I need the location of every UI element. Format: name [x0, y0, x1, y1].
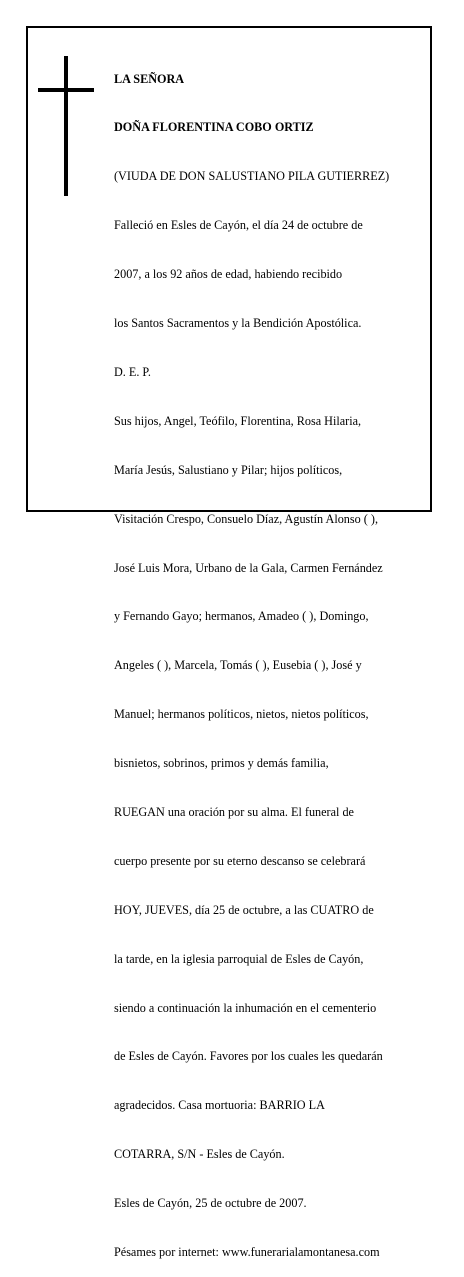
title-la-senora: LA SEÑORA [114, 71, 185, 86]
text-line: Angeles ( ), Marcela, Tomás ( ), Eusebia ( ), José y [114, 658, 362, 673]
text-line: María Jesús, Salustiano y Pilar; hijos políticos, [114, 462, 343, 477]
cross-icon-arm [38, 88, 94, 92]
text-line: agradecidos. Casa mortuoria: BARRIO LA [114, 1098, 325, 1113]
text-line: de Esles de Cayón. Favores por los cuales les quedarán [114, 1049, 383, 1064]
deceased-name: DOÑA FLORENTINA COBO ORTIZ [114, 120, 314, 135]
text-line: siendo a continuación la inhumación en el cementerio [114, 1000, 377, 1015]
condolences-link-line: Pésames por internet: www.funerarialamontanesa.com [114, 1244, 380, 1259]
text-line: Sus hijos, Angel, Teófilo, Florentina, Rosa Hilaria, [114, 413, 362, 428]
widow-of-line: (VIUDA DE DON SALUSTIANO PILA GUTIERREZ) [114, 169, 390, 184]
obituary-text [114, 38, 432, 1277]
text-line: COTARRA, S/N - Esles de Cayón. [114, 1147, 285, 1162]
text-line: y Fernando Gayo; hermanos, Amadeo ( ), Domingo, [114, 609, 369, 624]
text-line: bisnietos, sobrinos, primos y demás familia, [114, 756, 329, 771]
rip-line: D. E. P. [114, 364, 151, 379]
text-line: Manuel; hermanos políticos, nietos, nietos políticos, [114, 707, 369, 722]
date-line: Esles de Cayón, 25 de octubre de 2007. [114, 1196, 307, 1211]
text-line: HOY, JUEVES, día 25 de octubre, a las CUATRO de [114, 902, 374, 917]
text-line: la tarde, en la iglesia parroquial de Esles de Cayón, [114, 951, 364, 966]
text-line: José Luis Mora, Urbano de la Gala, Carmen Fernández [114, 560, 383, 575]
cross-icon [64, 56, 68, 196]
text-line: Falleció en Esles de Cayón, el día 24 de octubre de [114, 218, 363, 233]
text-line: Visitación Crespo, Consuelo Díaz, Agustín Alonso ( ), [114, 511, 378, 526]
text-line: los Santos Sacramentos y la Bendición Apostólica. [114, 316, 362, 331]
text-line: cuerpo presente por su eterno descanso se celebrará [114, 853, 366, 868]
text-line: 2007, a los 92 años de edad, habiendo recibido [114, 267, 343, 282]
text-line: RUEGAN una oración por su alma. El funeral de [114, 804, 354, 819]
